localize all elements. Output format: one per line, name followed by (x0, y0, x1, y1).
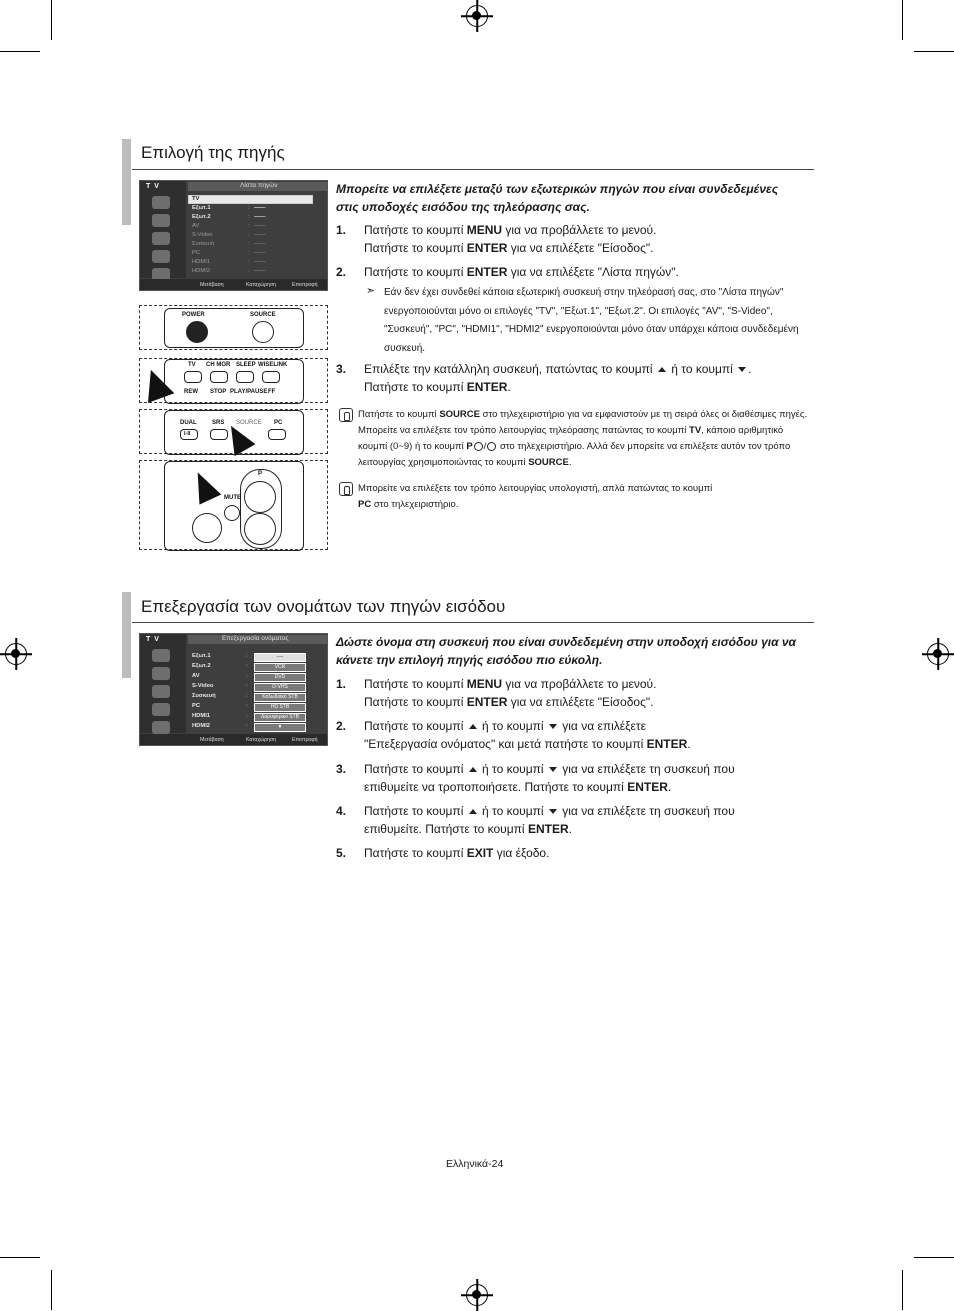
menu-row: Συσκευή (192, 693, 216, 699)
menu-row: HDMI1 (192, 713, 211, 719)
down-arrow-icon (549, 767, 557, 772)
menu-row: Συσκευή (192, 241, 215, 247)
section-accent-bar (122, 139, 131, 225)
registration-mark-icon (927, 643, 949, 665)
footer-return: Επιστροφή (292, 737, 318, 743)
menu-row: HDMI1 (192, 259, 211, 265)
chmgr-button[interactable] (210, 371, 228, 383)
source-label: SOURCE (250, 312, 276, 318)
setup-icon (152, 250, 170, 263)
up-arrow-icon (658, 367, 666, 372)
down-arrow-icon (738, 367, 746, 372)
menu-row: PC (192, 250, 201, 256)
note-source: Πατήστε το κουμπί SOURCE στο τηλεχειριστήριο για να εμφανιστούν με τη σειρά όλες οι διαθέσιμες πηγές. Μπορείτε να επιλέξετε τον τρόπο λειτουργίας τηλεόρασης πατώντας το κουμπί TV, κάποιο αριθμητικό κουμπί (0~9) ή το κουμπί P / στο τηλεχειριστήριο. Αλλά δεν μπορείτε να επιλέξετε αυτόν τον τρόπο λειτουργίας χρησιμοποιώντας το κουμπί SOURCE. (358, 409, 808, 468)
channel-icon (152, 232, 170, 245)
sound-icon (152, 214, 170, 227)
section-rule (132, 622, 814, 623)
registration-mark-icon (5, 643, 27, 665)
mute-button[interactable] (224, 505, 240, 521)
edit-name-menu-screenshot: T V Επεξεργασία ονόματος Εξωτ.1 Εξωτ.2 AV S-Video Συσκευή PC HDMI1 HDMI2 : : : : : : : : ---- VCR DVD D-VHS Καλωδιακό STB HD STB Δορυφορικό STB ▼ Μετάβαση Καταχώρηση Επιστροφή (139, 633, 328, 746)
footer-return: Επιστροφή (292, 282, 318, 288)
crop-mark (51, 0, 52, 40)
crop-mark (914, 1257, 954, 1258)
channel-up-button[interactable] (244, 481, 276, 513)
footer-move: Μετάβαση (200, 737, 224, 743)
menu-row: Εξωτ.1 (192, 205, 211, 211)
crop-mark (0, 51, 40, 52)
scroll-down-indicator[interactable]: ▼ (254, 723, 306, 732)
subnote: Εάν δεν έχει συνδεθεί κάποια εξωτερική συσκευή στην τηλεόρασή σας, στο "Λίστα πηγών" ενεργοποιούνται μόνο οι επιλογές "TV", "Εξωτ.1", "Εξωτ.2". Οι επιλογές "AV", "S-Video", "Συσκευή", "PC", "HDMI1", "HDMI2" ενεργοποιούνται μόνο όταν υπάρχει κάποια συνδεδεμένη συσκευή. (384, 287, 799, 354)
picture-icon (152, 649, 170, 662)
crop-mark (902, 1270, 903, 1310)
menu-row-value: —— (254, 214, 266, 220)
registration-mark-icon (466, 5, 488, 27)
menu-row: Εξωτ.1 (192, 653, 211, 659)
crop-mark (51, 1270, 52, 1310)
rew-button-label: REW (184, 389, 198, 395)
down-arrow-icon (549, 724, 557, 729)
menu-row-value: —— (254, 268, 266, 274)
subnote-arrow-icon: ➣ (366, 285, 376, 297)
ff-button-label: FF (268, 389, 276, 395)
name-option[interactable]: HD STB (254, 703, 306, 712)
p-up-icon (474, 442, 483, 451)
name-option[interactable]: Δορυφορικό STB (254, 713, 306, 722)
menu-row-value: —— (254, 223, 266, 229)
selected-row-highlight (188, 195, 313, 204)
volume-down-button[interactable] (192, 513, 222, 543)
stop-button-label: STOP (210, 389, 227, 395)
tv-button[interactable] (184, 371, 202, 383)
menu-footer (140, 734, 327, 745)
sound-icon (152, 667, 170, 680)
source-list-menu-screenshot: T V Λίστα πηγών TV Εξωτ.1 : —— Εξωτ.2 : —— AV : —— S-Video : —— Συσκευή : —— PC : —— HDMI1 : —— HDMI2 : —— Μετάβαση Καταχώρηση Επιστροφή (139, 180, 328, 291)
setup-icon (152, 703, 170, 716)
remote-panel-source (139, 409, 328, 454)
menu-row: Εξωτ.2 (192, 214, 211, 220)
page-number: Ελληνικά-24 (446, 1158, 504, 1170)
pc-button-label: PC (274, 420, 283, 426)
mute-label: MUTE (224, 495, 241, 501)
crop-mark (914, 51, 954, 52)
down-arrow-icon (549, 809, 557, 814)
menu-footer (140, 279, 327, 290)
source-button[interactable] (252, 321, 274, 343)
name-option[interactable]: DVD (254, 673, 306, 682)
section-rule (132, 169, 814, 170)
menu-title: Λίστα πηγών (240, 182, 278, 189)
srs-button-label: SRS (212, 420, 225, 426)
menu-title: Επεξεργασία ονόματος (222, 635, 289, 642)
picture-icon (152, 196, 170, 209)
tv-label: T V (146, 183, 160, 190)
name-option[interactable]: ---- (254, 653, 306, 662)
section-lead: Δώστε όνομα στη συσκευή που είναι συνδεδεμένη στην υποδοχή εισόδου για να κάνετε την επιλογή πηγής εισόδου πιο εύκολη. (336, 635, 796, 667)
menu-row: S-Video (192, 232, 213, 238)
remote-panel-channel (139, 460, 328, 550)
footer-enter: Καταχώρηση (246, 737, 276, 743)
note-icon (339, 408, 353, 422)
crop-mark (0, 1257, 40, 1258)
dual-button[interactable] (180, 429, 198, 440)
power-button[interactable] (186, 321, 208, 343)
menu-row-value: —— (254, 241, 266, 247)
menu-row: AV (192, 673, 200, 679)
menu-row-value: —— (254, 259, 266, 265)
sleep-button-label: SLEEP (236, 362, 256, 368)
remote-panel-power (139, 305, 328, 350)
tv-button-label: TV (188, 362, 196, 368)
footer-enter: Καταχώρηση (246, 282, 276, 288)
source-small-label: SOURCE (236, 420, 262, 426)
section-lead: Μπορείτε να επιλέξετε μεταξύ των εξωτερικών πηγών που είναι συνδεδεμένες στις υποδοχές εισόδου της τηλεόρασης σας. (336, 182, 779, 214)
dual-sub-label: I-II (184, 431, 191, 437)
input-icon (152, 721, 170, 734)
note-icon (339, 482, 353, 496)
channel-down-button[interactable] (244, 513, 276, 545)
wiselink-button-label: WISELINK (258, 362, 288, 368)
remote-panel-function (139, 358, 328, 403)
menu-row: S-Video (192, 683, 214, 689)
tv-label: T V (146, 636, 160, 643)
up-arrow-icon (469, 809, 477, 814)
menu-row-value: —— (254, 250, 266, 256)
section-accent-bar (122, 592, 131, 678)
menu-row: AV (192, 223, 200, 229)
menu-row: Εξωτ.2 (192, 663, 211, 669)
sleep-button[interactable] (236, 371, 254, 383)
menu-row: PC (192, 703, 201, 709)
pc-button[interactable] (268, 429, 286, 440)
registration-mark-icon (466, 1284, 488, 1306)
chmgr-button-label: CH MGR (206, 362, 231, 368)
up-arrow-icon (469, 767, 477, 772)
menu-row: HDMI2 (192, 268, 211, 274)
menu-row-value: —— (254, 232, 266, 238)
name-option[interactable]: D-VHS (254, 683, 306, 692)
name-option[interactable]: VCR (254, 663, 306, 672)
wiselink-button[interactable] (262, 371, 280, 383)
p-down-icon (487, 442, 496, 451)
dual-button-label: DUAL (180, 420, 197, 426)
play-pause-button-label: PLAY/PAUSE (230, 389, 268, 395)
power-label: POWER (182, 312, 205, 318)
menu-row: HDMI2 (192, 723, 211, 729)
channel-icon (152, 685, 170, 698)
p-label: P (258, 471, 263, 477)
menu-row: TV (192, 196, 200, 202)
note-pc: Μπορείτε να επιλέξετε τον τρόπο λειτουργίας υπολογιστή, απλά πατώντας το κουμπί PC στο τηλεχειριστήριο. (358, 483, 713, 510)
section-title: Επεξεργασία των ονομάτων των πηγών εισόδου (141, 597, 506, 616)
up-arrow-icon (469, 724, 477, 729)
footer-move: Μετάβαση (200, 282, 224, 288)
menu-row-value: —— (254, 205, 266, 211)
section-title: Επιλογή της πηγής (141, 143, 285, 162)
crop-mark (902, 0, 903, 40)
name-option[interactable]: Καλωδιακό STB (254, 693, 306, 702)
